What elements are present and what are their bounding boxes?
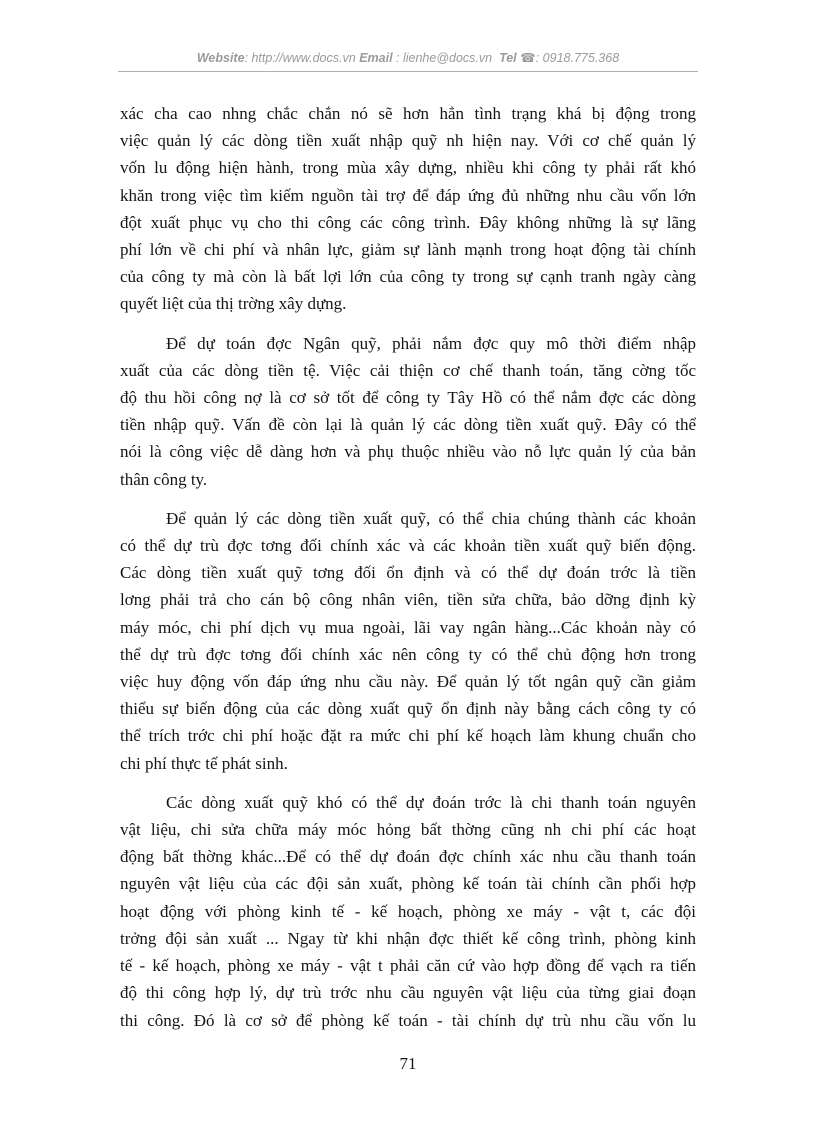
website-value: : http://www.docs.vn [244, 51, 356, 65]
text-line: việc huy động vốn đáp ứng nhu cầu này. Để quản lý tốt ngân quỹ cần giảm [120, 672, 696, 692]
document-body [120, 100, 696, 1046]
text-line: thể dự trù đợc tơng đối chính xác nên công ty có thể chủ động hơn trong [120, 644, 696, 664]
text-line: tiền nhập quỹ. Vấn đề còn lại là quản lý các dòng tiền xuất quỹ. Đây có thể [120, 415, 696, 435]
phone-icon: ☎ [520, 51, 536, 65]
text-line: lơng phải trả cho cán bộ công nhân viên, tiền sửa chữa, bảo dỡng định kỳ [120, 590, 696, 610]
text-line: Để quản lý các dòng tiền xuất quỹ, có thể chia chúng thành các khoản [166, 508, 696, 528]
paragraph-1 [120, 100, 696, 318]
text-line: xuất của các dòng tiền tệ. Việc cải thiện cơ chế thanh toán, tăng cờng tốc [120, 360, 696, 380]
text-line: Để dự toán đợc Ngân quỹ, phải nắm đợc quy mô thời điểm nhập [166, 333, 696, 353]
text-line: có thể dự trù đợc tơng đối chính xác và các khoản tiền xuất quỹ biến động. [120, 536, 696, 556]
text-line: độ thi công hợp lý, dự trù trớc nhu cầu nguyên vật liệu của từng giai đoạn [120, 983, 696, 1003]
page-number: 71 [399, 1054, 417, 1073]
text-line: tế - kế hoạch, phòng xe máy - vật t phải căn cứ vào hợp đồng để vạch ra tiến [120, 956, 696, 976]
text-line: vốn lu động hiện hành, trong mùa xây dựng, nhiều khi công ty phải rất khó [120, 158, 696, 178]
text-line: Các dòng xuất quỹ khó có thể dự đoán trớc là chi thanh toán nguyên [166, 792, 696, 812]
text-line: thiểu sự biến động của các dòng xuất quỹ ổn định này bằng cách công ty có [120, 699, 696, 719]
tel-value: : 0918.775.368 [535, 51, 620, 65]
tel-label: Tel [499, 51, 517, 65]
header-rule [118, 71, 698, 72]
text-line: chi phí thực tế phát sinh. [120, 753, 288, 773]
text-line: trởng đội sản xuất ... Ngay từ khi nhận đợc thiết kế công trình, phòng kinh [120, 928, 696, 948]
page-header [118, 50, 698, 65]
text-line: Các dòng tiền xuất quỹ tơng đối ổn định và có thể dự đoán trớc là tiền [120, 563, 696, 583]
email-label: Email [359, 51, 393, 65]
text-line: quyết liệt của thị trờng xây dựng. [120, 294, 347, 314]
text-line: thi công. Đó là cơ sở để phòng kế toán - tài chính dự trù nhu cầu vốn lu [120, 1010, 696, 1030]
text-line: thể trích trớc chi phí hoặc đặt ra mức chi phí kế hoạch làm khung chuẩn cho [120, 726, 696, 746]
text-line: độ thu hồi công nợ là cơ sở tốt để công ty Tây Hồ có thể nắm đợc các dòng [120, 388, 696, 408]
text-line: hoạt động với phòng kinh tế - kế hoạch, phòng xe máy - vật t, các đội [120, 901, 696, 921]
text-line: việc quản lý các dòng tiền xuất nhập quỹ nh hiện nay. Với cơ chế quản lý [120, 131, 696, 151]
text-line: động bất thờng khác...Để có thể dự đoán đợc chính xác nhu cầu thanh toán [120, 847, 696, 867]
website-label: Website [196, 51, 245, 65]
text-line: phí lớn về chi phí và nhân lực, giảm sự lành mạnh trong hoạt động tài chính [120, 240, 696, 260]
text-line: nguyên vật liệu của các đội sản xuất, phòng kế toán tài chính cần phối hợp [120, 874, 696, 894]
text-line: xác cha cao nhng chắc chắn nó sẽ hơn hẳn tình trạng khá bị động trong [120, 104, 696, 123]
paragraph-3 [120, 505, 696, 777]
text-line: vật liệu, chi sửa chữa máy móc hỏng bất thờng cũng nh chi phí các hoạt [120, 820, 696, 840]
text-line: thân công ty. [120, 469, 208, 489]
text-line: máy móc, chi phí dịch vụ mua ngoài, lãi vay ngân hàng...Các khoản này có [120, 617, 696, 637]
paragraph-2 [120, 330, 696, 493]
paragraph-4 [120, 789, 696, 1034]
email-value: : lienhe@docs.vn [396, 51, 493, 65]
text-line: khăn trong việc tìm kiếm nguồn tài trợ để đáp ứng đủ những nhu cầu vốn lớn [120, 185, 696, 205]
text-line: nói là công việc dễ dàng hơn và phụ thuộc nhiều vào nỗ lực quản lý của bản [120, 442, 696, 462]
text-line: của công ty mà còn là bất lợi lớn của công ty trong sự cạnh tranh ngày càng [120, 267, 696, 287]
text-line: đột xuất phục vụ cho thi công các công trình. Đây không những là sự lãng [120, 212, 696, 232]
